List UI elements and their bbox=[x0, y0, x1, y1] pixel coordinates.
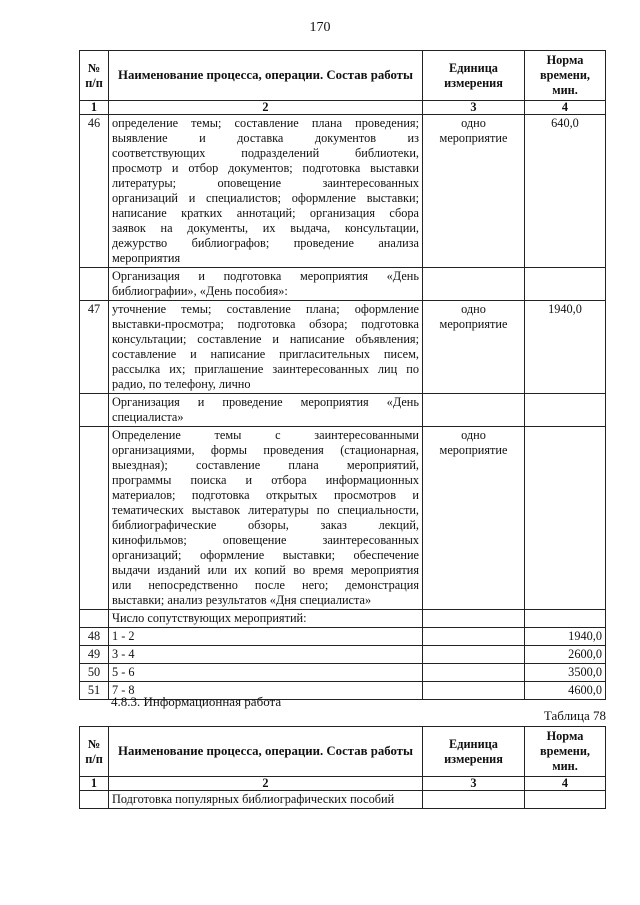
column-index: 2 bbox=[109, 777, 423, 791]
text-line: Определение темы с заинтересованными bbox=[112, 428, 419, 442]
text-line: или непосредственно после него; демонстрация bbox=[112, 578, 419, 592]
norm-cell: 3500,0 bbox=[525, 664, 606, 682]
row-number: 48 bbox=[80, 628, 109, 646]
table-row bbox=[80, 115, 606, 268]
page-number: 170 bbox=[309, 20, 331, 35]
column-index: 1 bbox=[80, 101, 109, 115]
header-norm: Норма времени, мин. bbox=[525, 727, 606, 777]
header-row bbox=[80, 727, 606, 777]
row-number: 50 bbox=[80, 664, 109, 682]
table-row bbox=[80, 610, 606, 628]
column-index-row bbox=[80, 101, 606, 115]
section-heading: 4.8.3. Информационная работа bbox=[111, 694, 282, 709]
unit-cell: одно мероприятие bbox=[423, 427, 525, 610]
count-range: 5 - 6 bbox=[109, 664, 423, 682]
text-line: дежурство библиографов; проведение анализа bbox=[112, 236, 419, 250]
text-line: выставки; анализ результатов «Дня специалиста» bbox=[112, 593, 372, 607]
table-row bbox=[80, 268, 606, 301]
subsection-title bbox=[109, 394, 423, 427]
unit-cell: одно мероприятие bbox=[423, 115, 525, 268]
header-row bbox=[80, 51, 606, 101]
table-row bbox=[80, 427, 606, 610]
subsection-title: Подготовка популярных библиографических пособий bbox=[109, 791, 423, 809]
text-line: Организация и подготовка мероприятия «День bbox=[112, 269, 419, 283]
count-range: 3 - 4 bbox=[109, 646, 423, 664]
column-index-row bbox=[80, 777, 606, 791]
text-line: кинофильмов; оповещение заинтересованных bbox=[112, 533, 419, 547]
norm-cell: 1940,0 bbox=[525, 628, 606, 646]
table-caption: Таблица 78 bbox=[543, 708, 606, 723]
text-line: организаций; оформление выставки; обеспечение bbox=[112, 548, 419, 562]
norm-cell: 640,0 bbox=[525, 115, 606, 268]
row-number: 47 bbox=[80, 301, 109, 394]
column-index: 4 bbox=[525, 101, 606, 115]
text-line: библиографические обзоры, заказ лекций, bbox=[112, 518, 419, 532]
text-line: соответствующих подразделений библиотеки, bbox=[112, 146, 419, 160]
table-row bbox=[80, 646, 606, 664]
column-index: 2 bbox=[109, 101, 423, 115]
column-index: 4 bbox=[525, 777, 606, 791]
row-number: 46 bbox=[80, 115, 109, 268]
table-row bbox=[80, 394, 606, 427]
text-line: мероприятия bbox=[112, 251, 181, 265]
text-line: организациями, формы проведения (стационарная, bbox=[112, 443, 419, 457]
row-number: 49 bbox=[80, 646, 109, 664]
text-line: программы поиска и отбора информационных bbox=[112, 473, 419, 487]
column-index: 3 bbox=[423, 777, 525, 791]
column-index: 1 bbox=[80, 777, 109, 791]
text-line: выездная); составление плана мероприятий, bbox=[112, 458, 419, 472]
text-line: организаций и специалистов; оформление выставки; bbox=[112, 191, 419, 205]
process-description bbox=[109, 115, 423, 268]
table-row bbox=[80, 628, 606, 646]
text-line: заявок на документы, их выдача, консультации, bbox=[112, 221, 419, 235]
header-unit: Единица измерения bbox=[423, 727, 525, 777]
text-line: материалов; подготовка открытых просмотров и bbox=[112, 488, 419, 502]
text-line: тематических выставок литературы по специальности, bbox=[112, 503, 419, 517]
table-row bbox=[80, 301, 606, 394]
process-description bbox=[109, 427, 423, 610]
header-num: № п/п bbox=[80, 51, 109, 101]
header-norm: Норма времени, мин. bbox=[525, 51, 606, 101]
text-line: написание кратких аннотаций; организация сбора bbox=[112, 206, 419, 220]
text-line: специалиста» bbox=[112, 410, 184, 424]
text-line: уточнение темы; составление плана; оформление bbox=[112, 302, 419, 316]
subsection-title bbox=[109, 268, 423, 301]
norms-table-78 bbox=[79, 726, 606, 809]
table-row bbox=[80, 791, 606, 809]
text-line: консультации; составление и написание объявления; bbox=[112, 332, 419, 346]
process-description bbox=[109, 301, 423, 394]
text-line: выдачи изданий или их копий во время мероприятия bbox=[112, 563, 419, 577]
text-line: определение темы; составление плана проведения; bbox=[112, 116, 419, 130]
count-range: 1 - 2 bbox=[109, 628, 423, 646]
row-number: 51 bbox=[80, 682, 109, 700]
header-num: № п/п bbox=[80, 727, 109, 777]
count-range: 7 - 8 bbox=[109, 682, 423, 700]
text-line: составление и написание пригласительных писем, bbox=[112, 347, 419, 361]
norms-table-77 bbox=[79, 50, 606, 700]
text-line: рассылка их; приглашение заинтересованных лиц по bbox=[112, 362, 419, 376]
text-line: радио, по телефону, лично bbox=[112, 377, 251, 391]
table-row bbox=[80, 664, 606, 682]
header-unit: Единица измерения bbox=[423, 51, 525, 101]
text-line: библиографии», «День пособия»: bbox=[112, 284, 288, 298]
norm-cell: 2600,0 bbox=[525, 646, 606, 664]
norm-cell: 1940,0 bbox=[525, 301, 606, 394]
text-line: выявление и доставка документов из bbox=[112, 131, 419, 145]
column-index: 3 bbox=[423, 101, 525, 115]
header-name: Наименование процесса, операции. Состав работы bbox=[109, 727, 423, 777]
text-line: просмотр и отбор документов; подготовка выставки bbox=[112, 161, 419, 175]
text-line: литературы; оповещение заинтересованных bbox=[112, 176, 419, 190]
header-name: Наименование процесса, операции. Состав работы bbox=[109, 51, 423, 101]
text-line: Организация и проведение мероприятия «День bbox=[112, 395, 419, 409]
text-line: выставки-просмотра; подготовка обзора; подготовка bbox=[112, 317, 419, 331]
norm-cell: 4600,0 bbox=[525, 682, 606, 700]
unit-cell: одно мероприятие bbox=[423, 301, 525, 394]
count-label: Число сопутствующих мероприятий: bbox=[109, 610, 423, 628]
